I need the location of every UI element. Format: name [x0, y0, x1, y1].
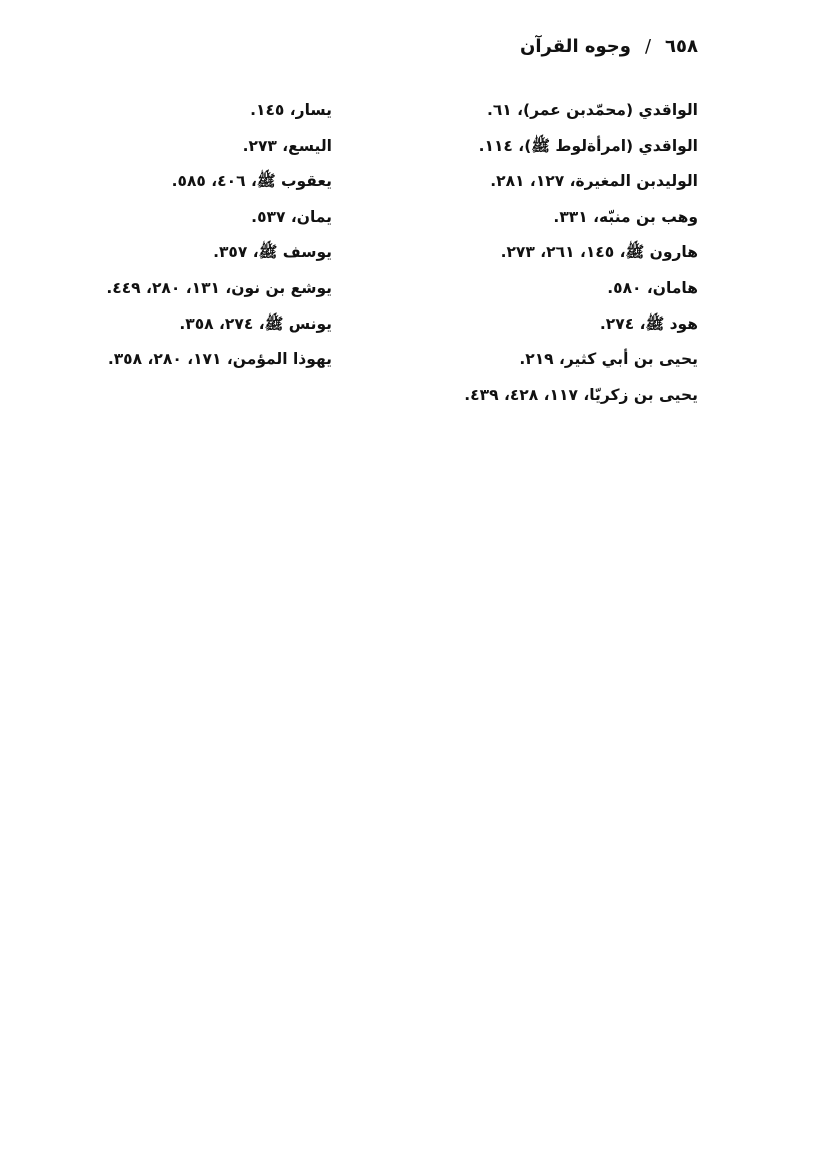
- index-entry: يمان، ٥٣٧.: [251, 207, 332, 226]
- index-entry: هارون ﷺ، ١٤٥، ٢٦١، ٢٧٣.: [500, 243, 698, 262]
- index-entry: يهوذا المؤمن، ١٧١، ٢٨٠، ٣٥٨.: [107, 350, 332, 369]
- index-entry: هامان، ٥٨٠.: [607, 278, 698, 297]
- index-entry: يوسف ﷺ، ٣٥٧.: [213, 243, 332, 262]
- index-column-right: [448, 96, 698, 416]
- index-entry: يسار، ١٤٥.: [250, 101, 332, 119]
- index-entry: الواقدي (امرأةلوط ﷺ)، ١١٤.: [478, 136, 698, 155]
- page-number: ٦٥٨: [665, 36, 698, 57]
- index-entry: هود ﷺ، ٢٧٤.: [599, 314, 698, 333]
- index-entry: الوليدبن المغيرة، ١٢٧، ٢٨١.: [490, 172, 698, 191]
- header-separator: /: [644, 36, 652, 57]
- running-header: [520, 36, 698, 57]
- index-entry: يونس ﷺ، ٢٧٤، ٣٥٨.: [179, 314, 332, 333]
- index-entry: يحيى بن زكريّا، ١١٧، ٤٢٨، ٤٣٩.: [464, 385, 698, 404]
- book-title: وجوه القرآن: [520, 36, 631, 57]
- index-entry: يعقوب ﷺ، ٤٠٦، ٥٨٥.: [171, 172, 332, 191]
- index-column-left: [106, 96, 332, 381]
- index-entry: الواقدي (محمّدبن عمر)، ٦١.: [486, 101, 698, 119]
- index-entry: يحيى بن أبي كثير، ٢١٩.: [519, 350, 698, 369]
- index-entry: اليسع، ٢٧٣.: [242, 136, 332, 155]
- index-entry: يوشع بن نون، ١٣١، ٢٨٠، ٤٤٩.: [106, 278, 332, 297]
- index-entry: وهب بن منبّه، ٣٣١.: [553, 207, 698, 226]
